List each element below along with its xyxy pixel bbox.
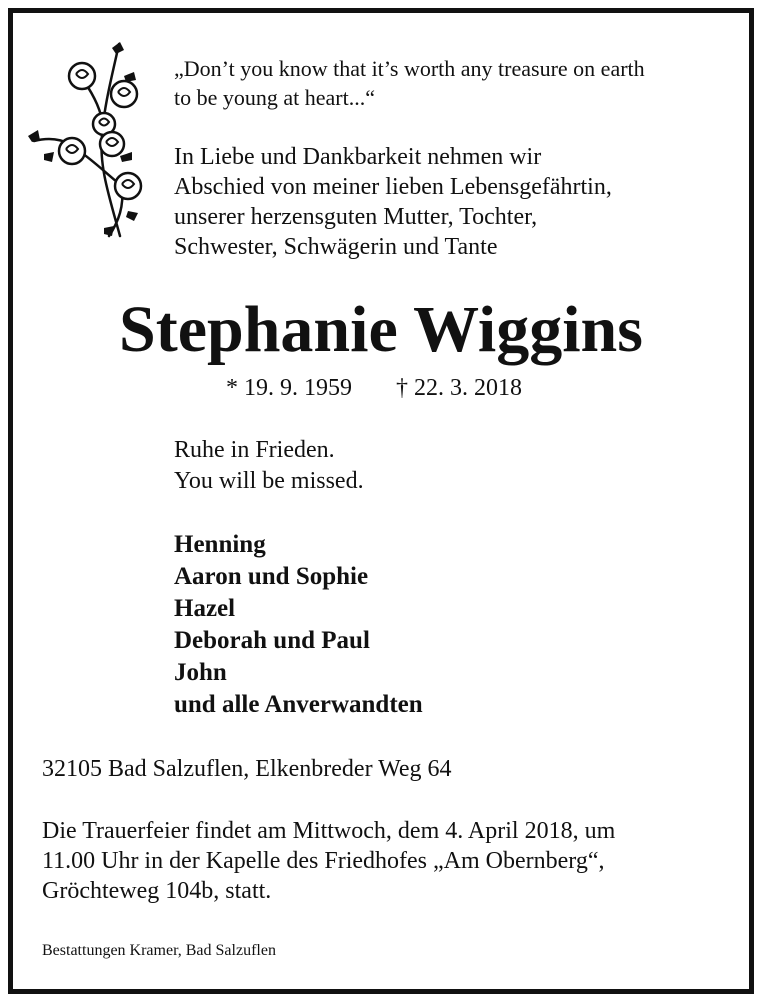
quote-line: to be young at heart...“ — [174, 85, 375, 110]
death-date: † 22. 3. 2018 — [396, 375, 522, 401]
family-member: Deborah und Paul — [174, 627, 370, 654]
service-line: Die Trauerfeier findet am Mittwoch, dem 4. April 2018, um — [42, 818, 616, 844]
farewell-line: Ruhe in Frieden. — [174, 437, 335, 463]
intro-text — [174, 142, 612, 262]
farewell-line: You will be missed. — [174, 468, 364, 494]
family-list — [174, 529, 423, 721]
intro-line: In Liebe und Dankbarkeit nehmen wir — [174, 144, 542, 170]
birth-date: * 19. 9. 1959 — [226, 375, 352, 401]
roses-icon — [24, 36, 154, 246]
family-member: und alle Anverwandten — [174, 691, 423, 718]
service-info — [42, 816, 742, 906]
deceased-name: Stephanie Wiggins — [119, 293, 643, 366]
address: 32105 Bad Salzuflen, Elkenbreder Weg 64 — [42, 756, 452, 782]
family-member: Hazel — [174, 595, 236, 622]
farewell-text — [174, 435, 364, 497]
family-member: John — [174, 659, 227, 686]
intro-line: Abschied von meiner lieben Lebensgefährtin, — [174, 174, 612, 200]
intro-line: unserer herzensguten Mutter, Tochter, — [174, 204, 538, 230]
undertaker: Bestattungen Kramer, Bad Salzuflen — [42, 942, 276, 959]
quote-line: „Don’t you know that it’s worth any treasure on earth — [174, 56, 645, 81]
family-member: Aaron und Sophie — [174, 563, 369, 590]
service-line: Gröchteweg 104b, statt. — [42, 878, 272, 904]
intro-line: Schwester, Schwägerin und Tante — [174, 234, 498, 260]
family-member: Henning — [174, 531, 266, 558]
service-line: 11.00 Uhr in der Kapelle des Friedhofes „Am Obernberg“, — [42, 848, 605, 874]
life-dates — [226, 373, 522, 403]
quote — [174, 54, 645, 112]
